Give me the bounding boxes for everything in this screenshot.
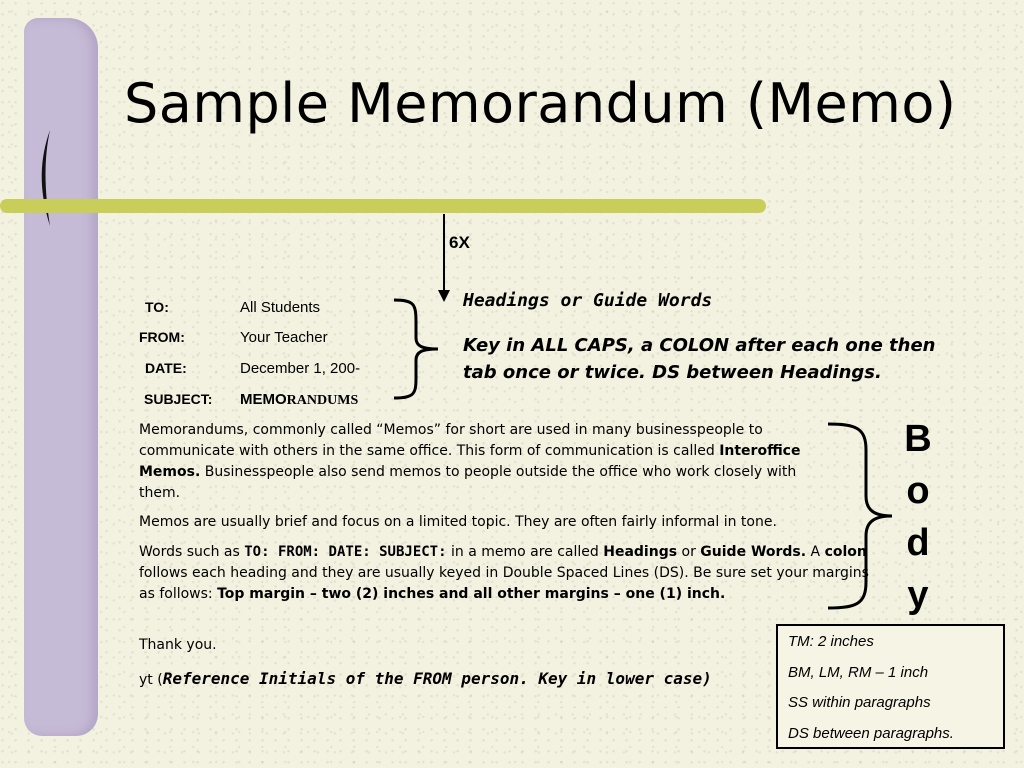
subject-suffix: RANDUMS [286,393,359,408]
title-divider [0,199,766,213]
paragraph-3-margins: Top margin – two (2) inches and all other margins – one (1) inch. [217,586,726,602]
paragraph-3 [139,542,869,605]
paragraph-3-text-c: or [677,544,701,560]
subject-prefix: MEMO [240,391,287,408]
margins-note-box [776,624,1005,749]
headings-brace-icon [392,298,442,400]
paragraph-3-text-a: Words such as [139,544,245,560]
paragraph-3-text-e: follows each heading and they are usually keyed in Double Spaced Lines (DS). Be sure set your margins as follows: [139,565,869,602]
paragraph-3-headings: Headings [603,544,678,560]
paragraph-3-colon: colon [824,544,867,560]
heading-value-subject [240,391,358,409]
reference-initials: yt ( [139,672,163,688]
margins-note-line: SS within paragraphs [788,694,931,711]
body-vertical-label [893,413,943,621]
paragraph-closing: Thank you. [139,637,217,653]
margins-note-line: DS between paragraphs. [788,724,954,742]
paragraph-1 [139,420,839,504]
decorative-sidebar-bar [24,18,98,736]
body-letter: o [906,470,930,512]
body-letter: B [904,418,932,460]
margins-note-line: BM, LM, RM – 1 inch [788,663,929,681]
body-letter: d [906,522,930,564]
paragraph-2: Memos are usually brief and focus on a limited topic. They are often fairly informal in tone. [139,514,777,530]
reference-initials-line [139,669,712,688]
paragraph-1-bold: Interoffice Memos. [139,443,801,480]
heading-label-date: DATE: [145,360,187,376]
paragraph-1-text-b: Businesspeople also send memos to people outside the office who work closely with them. [139,464,797,501]
heading-label-subject: SUBJECT: [144,391,213,407]
heading-label-to: TO: [145,299,169,315]
paragraph-3-guide: Guide Words. [700,544,807,560]
heading-label-from: FROM: [139,329,185,345]
sidebar-bracket-mark [36,128,54,228]
guide-words-title: Headings or Guide Words [463,290,713,311]
body-letter: y [907,574,929,616]
heading-value-to: All Students [240,299,321,316]
reference-note: Reference Initials of the FROM person. Key in lower case) [162,669,712,688]
body-brace-icon [826,420,896,612]
page-title: Sample Memorandum (Memo) [124,72,957,135]
heading-value-from: Your Teacher [240,329,328,346]
guide-words-text: Key in ALL CAPS, a COLON after each one then tab once or twice. DS between Headings. [463,335,936,383]
paragraph-3-text-d: A [806,544,825,560]
paragraph-1-text-a: Memorandums, commonly called “Memos” for short are used in many businesspeople to communicate with others in the same office. This form of communication is called [139,422,763,459]
spacing-arrow-icon [432,214,456,304]
heading-value-date: December 1, 200- [240,360,361,377]
spacing-label: 6X [449,233,470,252]
margins-note-line: TM: 2 inches [788,633,874,650]
paragraph-3-guide-words: TO: FROM: DATE: SUBJECT: [244,544,447,560]
paragraph-3-text-b: in a memo are called [446,544,604,560]
